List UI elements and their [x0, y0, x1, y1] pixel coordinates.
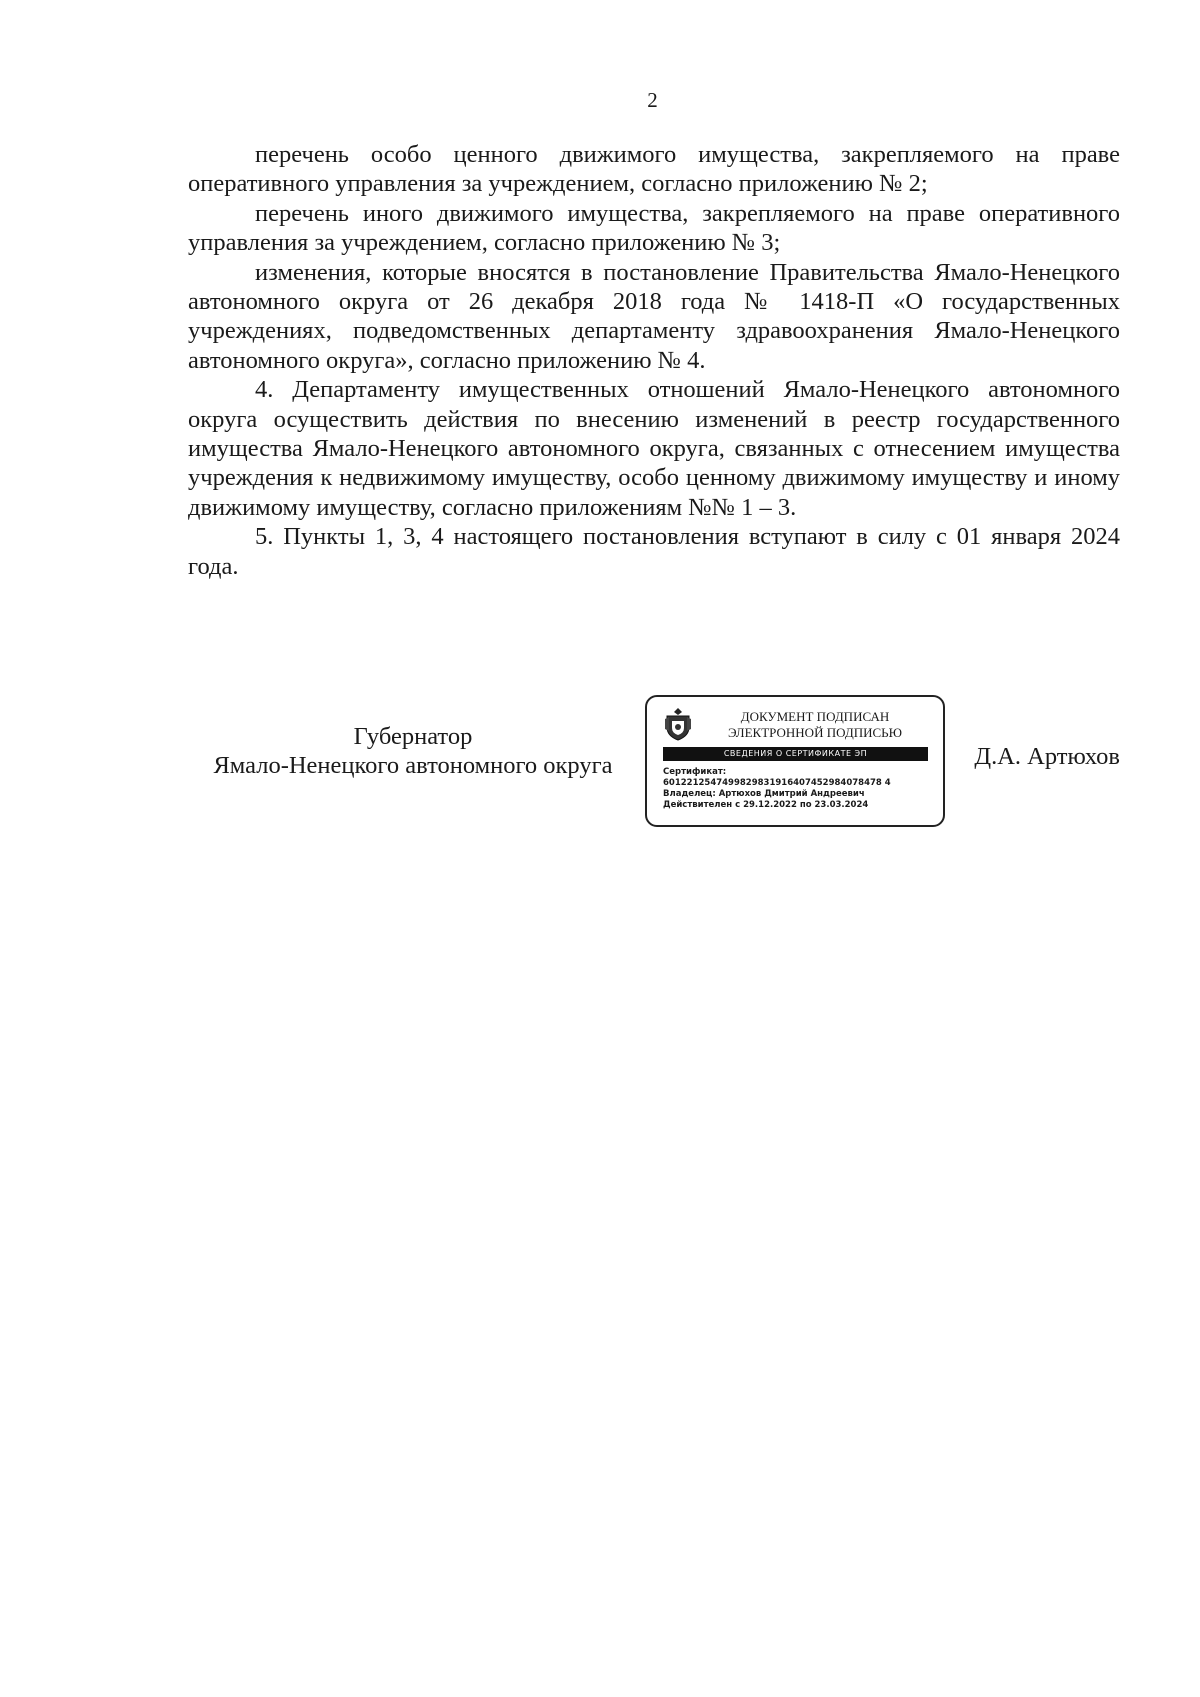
stamp-heading-line-1: ДОКУМЕНТ ПОДПИСАН [740, 709, 890, 724]
certificate-number: 6012212547499829831916407452984078478 4 [663, 778, 891, 788]
page-number: 2 [647, 88, 658, 112]
signatory-name: Д.А. Артюхов [974, 743, 1120, 770]
stamp-heading-line-2: ЭЛЕКТРОННОЙ ПОДПИСЬЮ [728, 725, 902, 740]
paragraph-clause-4: 4. Департаменту имущественных отношений Ямало-Ненецкого автономного округа осуществить действия по внесению изменений в реестр государственного имущества Ямало-Ненецкого автономного округа, связанных с отнесением имущества учреждения к недвижимому имуществу, особо ценному движимому имуществу и иному движимому имуществу, согласно приложениям №№ 1 – 3. [188, 376, 1120, 521]
stamp-heading [695, 709, 935, 741]
paragraph-list-item-4: изменения, которые вносятся в постановление Правительства Ямало-Ненецкого автономного округа от 26 декабря 2018 года № 1418-П «О государственных учреждениях, подведомственных департаменту здравоохранения Ямало-Ненецкого автономного округа», согласно приложению № 4. [188, 258, 1120, 374]
paragraph-list-item-2: перечень особо ценного движимого имущества, закрепляемого на праве оперативного управления за учреждением, согласно приложению № 2; [188, 141, 1120, 198]
document-body [188, 140, 1120, 581]
paragraph-list-item-3: перечень иного движимого имущества, закрепляемого на праве оперативного управления за учреждением, согласно приложению № 3; [188, 199, 1120, 257]
signatory-title-line-1: Губернатор [353, 723, 473, 750]
signatory-title-line-2: Ямало-Ненецкого автономного округа [213, 752, 613, 780]
certificate-owner: Владелец: Артюхов Дмитрий Андреевич [663, 789, 865, 799]
certificate-label: Сертификат: [663, 767, 727, 777]
electronic-signature-stamp [645, 695, 945, 827]
certificate-validity: Действителен с 29.12.2022 по 23.03.2024 [663, 800, 869, 810]
coat-of-arms-icon [663, 707, 693, 741]
stamp-certificate-bar: СВЕДЕНИЯ О СЕРТИФИКАТЕ ЭП [663, 747, 928, 761]
signature-block [188, 692, 1120, 832]
paragraph-clause-5: 5. Пункты 1, 3, 4 настоящего постановления вступают в силу с 01 января 2024 года. [188, 523, 1120, 580]
stamp-certificate-info [663, 767, 933, 811]
signatory-title [188, 722, 638, 781]
